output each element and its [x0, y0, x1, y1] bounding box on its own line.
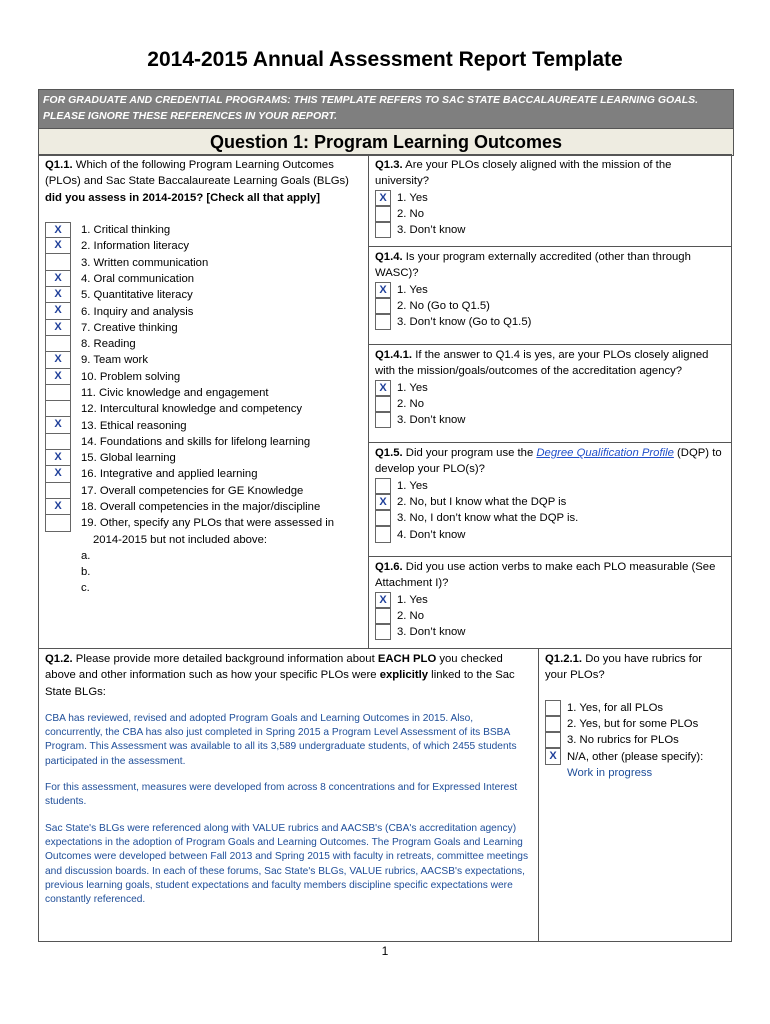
plo-option: [45, 352, 362, 368]
answer-option: [375, 412, 725, 428]
plo-option: [45, 450, 362, 466]
option-checkbox[interactable]: [375, 510, 391, 526]
plo-option: [45, 515, 362, 531]
option-label: 1. Yes, for all PLOs: [567, 701, 664, 714]
option-label: 4. Don’t know: [397, 528, 466, 541]
option-label: 3. Don’t know: [397, 626, 466, 639]
q1-5-section: [369, 443, 731, 557]
q1-5-text: Did your program use the: [402, 447, 537, 459]
q1-3-text: Are your PLOs closely aligned with the mission of the university?: [375, 159, 672, 188]
page-number: 1: [381, 944, 389, 958]
q1-6-section: [369, 557, 731, 650]
option-checkbox[interactable]: [545, 732, 561, 748]
other-plos: [81, 548, 362, 597]
answer-paragraph: For this assessment, measures were developed from across 8 concentrations and for Expressed Interest students.: [45, 782, 518, 808]
plo-label: 15. Global learning: [81, 452, 176, 465]
q1-6-label: Q1.6.: [375, 561, 403, 573]
plo-label: 11. Civic knowledge and engagement: [81, 387, 269, 399]
answer-option: [375, 592, 725, 608]
option-checkbox[interactable]: [375, 608, 391, 624]
answer-option: [375, 624, 725, 640]
answer-option: [375, 494, 725, 510]
option-label: 1. Yes: [397, 381, 428, 394]
q1-6-text: Did you use action verbs to make each PLO measurable (See Attachment I)?: [375, 561, 716, 590]
answer-option: [375, 222, 725, 238]
plo-label: 4. Oral communication: [81, 272, 195, 285]
plo-checkbox[interactable]: X: [45, 466, 71, 482]
plo-label: 17. Overall competencies for GE Knowledge: [81, 484, 304, 497]
plo-option: [45, 532, 362, 548]
plo-checkbox[interactable]: [45, 401, 71, 417]
plo-option: [45, 254, 362, 270]
q1-2-1-text: Do you have rubrics for your PLOs?: [545, 653, 702, 682]
option-checkbox[interactable]: [375, 526, 391, 542]
q1-4-1-text: If the answer to Q1.4 is yes, are your PLOs closely aligned with the mission/goals/outcomes of the accreditation agency?: [375, 349, 709, 378]
plo-checkbox[interactable]: X: [45, 352, 71, 368]
answer-paragraph: CBA has reviewed, revised and adopted Program Goals and Learning Outcomes in 2015. Also, concurrently, the CBA has also just completed in Spring 2015 a Program Level Assessment of its BSBA Program. This Assessment was available to all its 3,589 undergraduate students, of which 2455 students participated in the assessment.: [45, 712, 517, 767]
plo-label: 13. Ethical reasoning: [81, 419, 187, 432]
plo-option: [45, 483, 362, 499]
answer-option: [545, 732, 725, 748]
answer-option: [375, 510, 725, 526]
plo-checkbox[interactable]: [45, 483, 71, 499]
plo-checkbox[interactable]: X: [45, 303, 71, 319]
plo-option: [45, 499, 362, 515]
option-checkbox[interactable]: [375, 478, 391, 494]
option-label: 1. Yes: [397, 191, 428, 204]
answer-option: [375, 206, 725, 222]
option-label: 2. No: [397, 610, 425, 623]
option-checkbox[interactable]: X: [375, 592, 391, 608]
plo-label: 5. Quantitative literacy: [81, 289, 193, 302]
q1-4-section: [369, 247, 731, 345]
q1-3-section: [369, 155, 731, 247]
plo-option: [45, 466, 362, 482]
q1-4-label: Q1.4.: [375, 251, 403, 263]
answer-option: [375, 298, 725, 314]
plo-label: 19. Other, specify any PLOs that were assessed in: [81, 517, 335, 530]
q1-5-text-2: (DQP) to develop your PLO(s)?: [375, 447, 722, 476]
option-label: 2. Yes, but for some PLOs: [567, 718, 699, 731]
plo-checkbox[interactable]: X: [45, 369, 71, 385]
plo-label: 10. Problem solving: [81, 370, 181, 383]
plo-option: [45, 303, 362, 319]
other-plo-field[interactable]: c.: [81, 582, 90, 595]
plo-checklist: [45, 222, 362, 548]
option-label: 2. No (Go to Q1.5): [397, 300, 490, 313]
plo-label: 14. Foundations and skills for lifelong learning: [81, 435, 311, 448]
plo-label: 12. Intercultural knowledge and competency: [81, 403, 303, 416]
option-label: 1. Yes: [397, 593, 428, 606]
plo-label: 2014-2015 but not included above:: [93, 533, 267, 546]
other-specify-input[interactable]: Work in progress: [567, 766, 653, 779]
option-checkbox[interactable]: X: [375, 190, 391, 206]
right-column: [368, 154, 732, 649]
q1-4-1-label: Q1.4.1.: [375, 349, 413, 361]
q1-1-text: Which of the following Program Learning Outcomes (PLOs) and Sac State Baccalaureate Learning Goals (BLGs): [45, 159, 349, 188]
plo-checkbox[interactable]: X: [45, 271, 71, 287]
plo-checkbox[interactable]: [45, 515, 71, 531]
option-checkbox[interactable]: X: [375, 494, 391, 510]
option-checkbox[interactable]: [375, 624, 391, 640]
q1-2-bold-2: explicitly: [379, 669, 429, 682]
q1-5-label: Q1.5.: [375, 447, 403, 459]
q1-2-answer[interactable]: [45, 712, 532, 908]
answer-option: [375, 478, 725, 494]
option-checkbox[interactable]: [545, 716, 561, 732]
plo-option: [45, 336, 362, 352]
plo-option: [45, 417, 362, 433]
option-label: 1. Yes: [397, 283, 428, 296]
q1-4-text: Is your program externally accredited (other than through WASC)?: [375, 251, 691, 280]
plo-option: [45, 401, 362, 417]
option-label: 2. No: [397, 398, 425, 411]
answer-option: [375, 282, 725, 298]
graduate-notice-banner: FOR GRADUATE AND CREDENTIAL PROGRAMS: THIS TEMPLATE REFERS TO SAC STATE BACCALAUREATE LEARNING GOALS. PLEASE IGNORE THESE REFERENCES IN YOUR REPORT.: [38, 89, 734, 131]
option-checkbox[interactable]: X: [545, 748, 561, 764]
plo-option: [45, 287, 362, 303]
other-plo-field[interactable]: a.: [81, 549, 91, 562]
plo-label: 1. Critical thinking: [81, 224, 171, 237]
plo-checkbox[interactable]: X: [45, 450, 71, 466]
plo-checkbox[interactable]: X: [45, 499, 71, 515]
option-checkbox[interactable]: [375, 222, 391, 238]
plo-label: 18. Overall competencies in the major/discipline: [81, 501, 321, 514]
plo-label: 3. Written communication: [81, 256, 209, 269]
option-label: 3. No, I don’t know what the DQP is.: [397, 512, 579, 525]
q1-2-1-section: [538, 648, 732, 942]
option-label: 3. No rubrics for PLOs: [567, 734, 679, 747]
option-checkbox[interactable]: [375, 396, 391, 412]
answer-option: [545, 700, 725, 716]
q1-3-label: Q1.3.: [375, 159, 403, 171]
question-title: Question 1: Program Learning Outcomes: [38, 128, 734, 156]
option-label: 3. Don’t know: [397, 224, 466, 237]
option-checkbox[interactable]: [375, 206, 391, 222]
plo-label: 7. Creative thinking: [81, 321, 178, 334]
plo-checkbox[interactable]: X: [45, 222, 71, 238]
q1-1-label: Q1.1.: [45, 159, 73, 171]
answer-option: [375, 190, 725, 206]
plo-label: 9. Team work: [81, 354, 148, 367]
plo-checkbox[interactable]: X: [45, 238, 71, 254]
answer-option: [375, 380, 725, 396]
q1-2-text: Please provide more detailed background information about: [72, 653, 378, 665]
plo-option: [45, 320, 362, 336]
plo-checkbox[interactable]: X: [45, 287, 71, 303]
q1-1-section: [38, 154, 369, 649]
plo-option: [45, 434, 362, 450]
answer-option: [375, 396, 725, 412]
option-checkbox[interactable]: [545, 700, 561, 716]
answer-option: [545, 716, 725, 732]
plo-checkbox[interactable]: [45, 336, 71, 352]
q1-2-label: Q1.2.: [45, 653, 73, 665]
plo-label: 8. Reading: [81, 338, 136, 351]
plo-checkbox[interactable]: X: [45, 320, 71, 336]
option-label: 3. Don’t know (Go to Q1.5): [397, 316, 532, 329]
q1-2-text-3: linked to the Sac State BLGs:: [45, 669, 515, 698]
option-checkbox[interactable]: X: [375, 380, 391, 396]
document-title: 2014-2015 Annual Assessment Report Template: [147, 48, 623, 71]
plo-checkbox[interactable]: [45, 385, 71, 401]
plo-option: [45, 222, 362, 238]
plo-option: [45, 385, 362, 401]
option-checkbox[interactable]: [375, 412, 391, 428]
q1-4-1-section: [369, 345, 731, 443]
plo-checkbox[interactable]: [45, 434, 71, 450]
plo-checkbox[interactable]: X: [45, 417, 71, 433]
option-label: 3. Don’t know: [397, 414, 466, 427]
answer-option: [375, 314, 725, 330]
option-label: 2. No, but I know what the DQP is: [397, 496, 567, 509]
plo-label: 2. Information literacy: [81, 240, 189, 253]
plo-checkbox[interactable]: [45, 254, 71, 270]
dqp-link[interactable]: Degree Qualification Profile: [536, 447, 674, 459]
option-label: 1. Yes: [397, 479, 428, 492]
other-plo-field[interactable]: b.: [81, 566, 91, 579]
plo-option: [45, 238, 362, 254]
plo-label: 6. Inquiry and analysis: [81, 305, 194, 318]
option-label: 2. No: [397, 208, 425, 221]
q1-2-text-2: you checked above and other information such as how your specific PLOs were: [45, 653, 503, 682]
plo-label: 16. Integrative and applied learning: [81, 468, 258, 481]
answer-option: [545, 748, 725, 764]
q1-1-bold: did you assess in 2014-2015? [Check all that apply]: [45, 191, 320, 204]
option-checkbox[interactable]: [375, 298, 391, 314]
answer-paragraph: Sac State's BLGs were referenced along with VALUE rubrics and AACSB's (CBA's accreditation agency) expectations in the adoption of Program Goals and Learning Outcomes. The Program Goals and Learning Outcomes were developed between Fall 2013 and Spring 2015 with faculty in retreats, committee meetings and discussion boards. In each of these forums, Sac State's BLGs, VALUE rubrics, AACSB's expectations, previous learning goals, student expectations and faculty members discipline specific expectations were constantly referenced.: [45, 822, 529, 906]
option-checkbox[interactable]: X: [375, 282, 391, 298]
q1-2-section: [38, 648, 539, 942]
q1-2-bold: EACH PLO: [377, 653, 437, 665]
option-checkbox[interactable]: [375, 314, 391, 330]
plo-option: [45, 271, 362, 287]
plo-option: [45, 369, 362, 385]
answer-option: [375, 608, 725, 624]
q1-2-1-label: Q1.2.1.: [545, 653, 583, 665]
answer-option: [375, 526, 725, 542]
option-label: N/A, other (please specify):: [567, 750, 704, 763]
